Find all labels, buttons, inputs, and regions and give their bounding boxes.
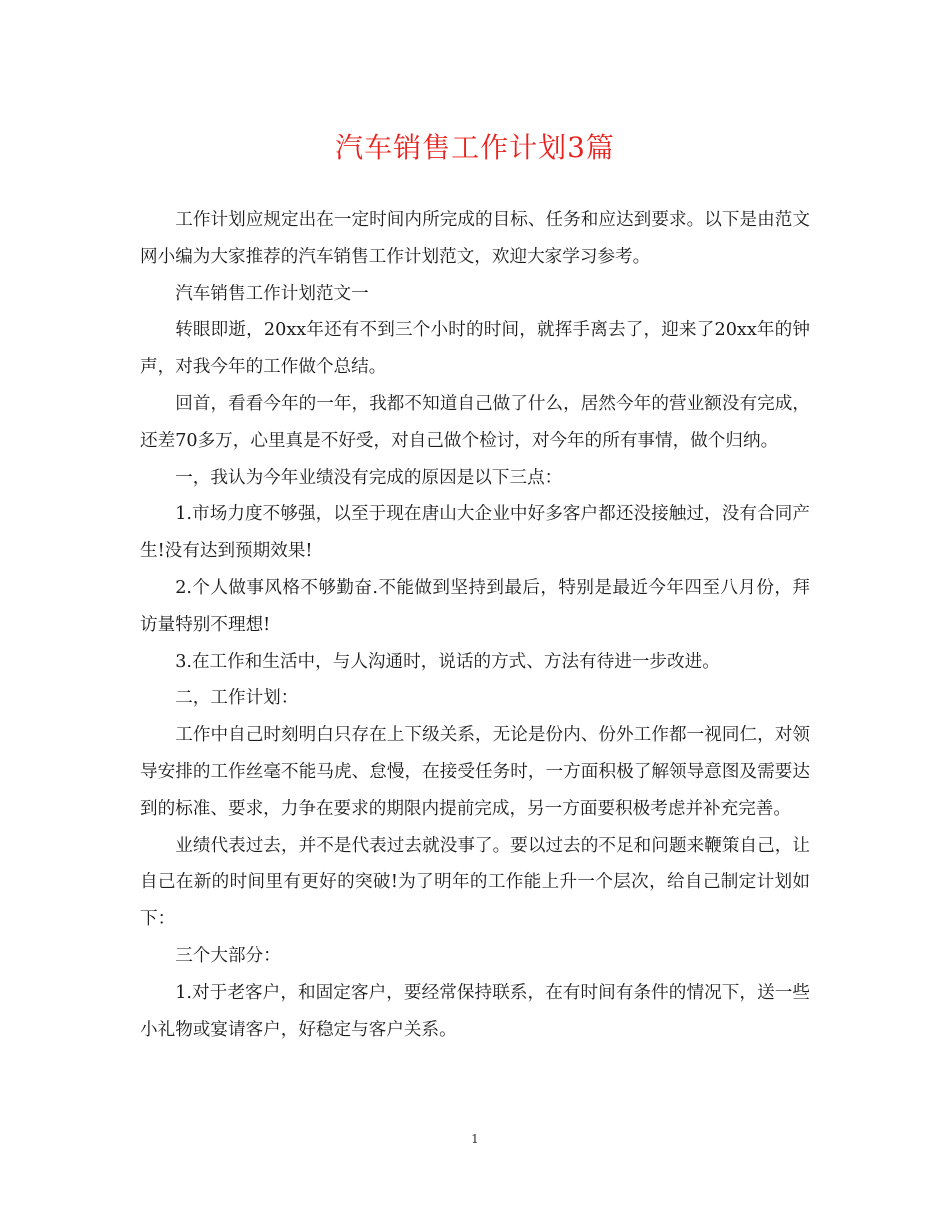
paragraph: 工作中自己时刻明白只存在上下级关系，无论是份内、份外工作都一视同仁，对领导安排的工作丝毫不能马虎、怠慢，在接受任务时，一方面积极了解领导意图及需要达到的标准、要求，力争在要求的期限内提前完成，另一方面要积极考虑并补充完善。 <box>140 725 810 819</box>
document-body <box>140 202 810 1048</box>
paragraph: 一，我认为今年业绩没有完成的原因是以下三点： <box>175 467 563 488</box>
paragraph: 工作计划应规定出在一定时间内所完成的目标、任务和应达到要求。以下是由范文网小编为大家推荐的汽车销售工作计划范文，欢迎大家学习参考。 <box>140 210 810 267</box>
paragraph: 回首，看看今年的一年，我都不知道自己做了什么，居然今年的营业额没有完成，还差70多万，心里真是不好受，对自己做个检讨，对今年的所有事情，做个归纳。 <box>140 393 810 451</box>
paragraph: 转眼即逝，20xx年还有不到三个小时的时间，就挥手离去了，迎来了20xx年的钟声，对我今年的工作做个总结。 <box>140 320 810 378</box>
paragraph: 二，工作计划： <box>175 688 299 709</box>
list-item: 2.个人做事风格不够勤奋.不能做到坚持到最后，特别是最近今年四至八月份，拜访量特别不理想! <box>140 577 810 635</box>
list-item: 3.在工作和生活中，与人沟通时，说话的方式、方法有待进一步改进。 <box>175 651 720 672</box>
paragraph: 业绩代表过去，并不是代表过去就没事了。要以过去的不足和问题来鞭策自己，让自己在新的时间里有更好的突破!为了明年的工作能上升一个层次，给自己制定计划如下： <box>140 835 810 930</box>
paragraph: 三个大部分： <box>175 945 281 966</box>
list-item: 1.对于老客户，和固定客户，要经常保持联系，在有时间有条件的情况下，送一些小礼物或宴请客户，好稳定与客户关系。 <box>140 982 810 1040</box>
document-title: 汽车销售工作计划3篇 <box>335 131 615 164</box>
page-number: 1 <box>471 1132 479 1146</box>
list-item: 1.市场力度不够强，以至于现在唐山大企业中好多客户都还没接触过，没有合同产生!没有达到预期效果! <box>140 504 810 562</box>
section-heading: 汽车销售工作计划范文一 <box>175 283 369 304</box>
